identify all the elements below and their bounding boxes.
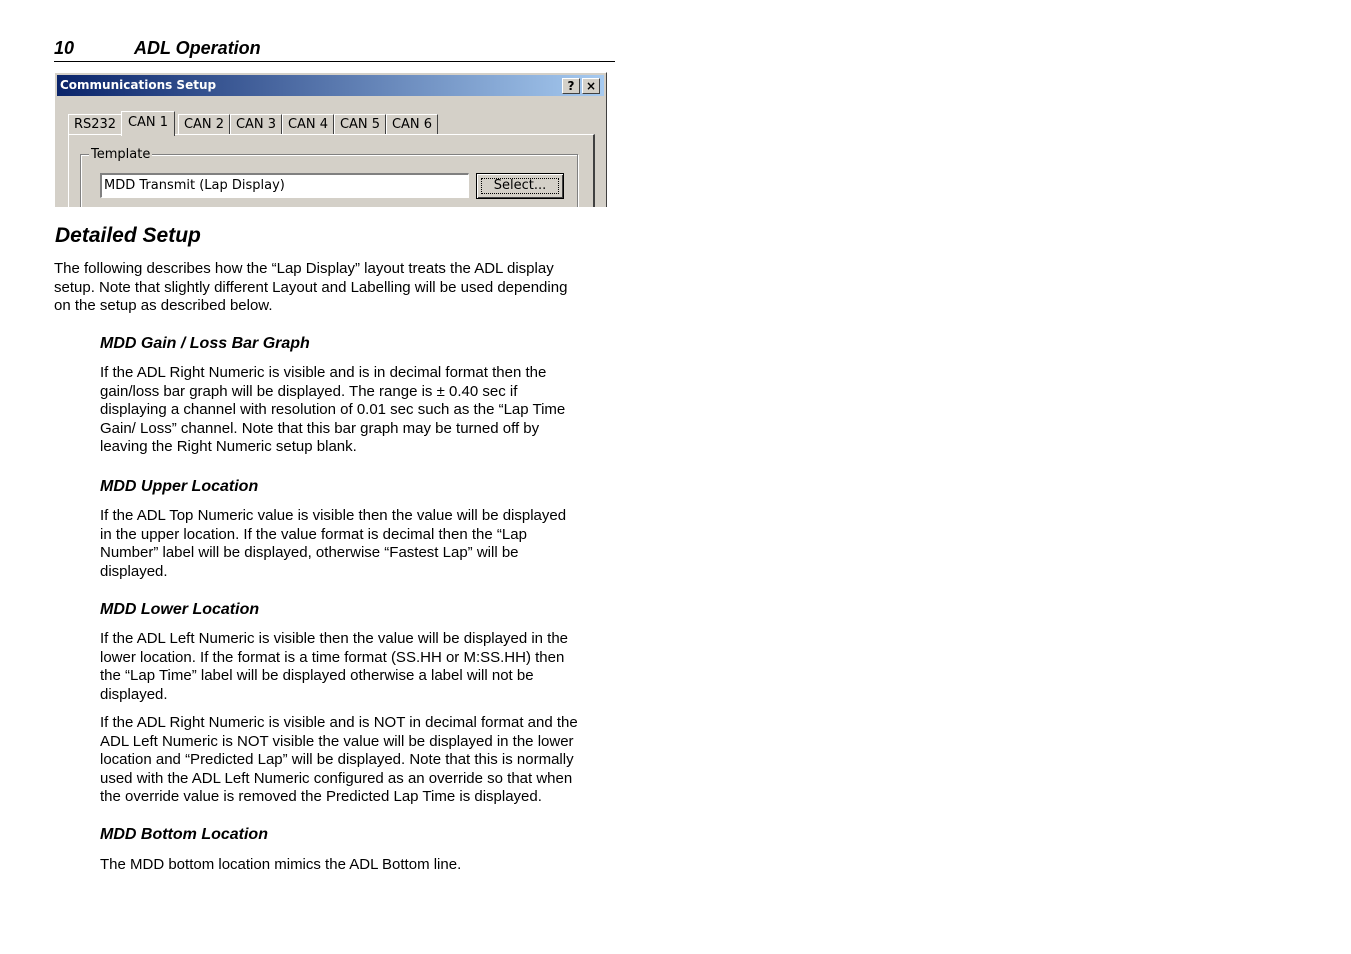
page-header xyxy=(54,38,615,62)
text-line: setup. Note that slightly different Layout and Labelling will be used depending xyxy=(54,278,568,296)
text-line: displayed. xyxy=(100,562,168,580)
text-line: If the ADL Left Numeric is visible then the value will be displayed in the xyxy=(100,630,569,647)
help-button[interactable]: ? xyxy=(562,78,580,94)
dialog-titlebar xyxy=(57,75,604,96)
text-line: lower location. If the format is a time format (SS.HH or M:SS.HH) then xyxy=(100,648,565,666)
tab-can3[interactable]: CAN 3 xyxy=(230,114,282,135)
dialog-title: Communications Setup xyxy=(60,78,217,92)
text-line: displayed. xyxy=(100,685,168,703)
communications-setup-dialog xyxy=(54,72,607,207)
subsection-title-gain-loss: MDD Gain / Loss Bar Graph xyxy=(100,335,310,352)
text-line: the override value is removed the Predicted Lap Time is displayed. xyxy=(100,788,542,806)
tab-can5[interactable]: CAN 5 xyxy=(334,114,386,135)
text-line: Gain/ Loss” channel. Note that this bar graph may be turned off by xyxy=(100,419,540,437)
tab-can2[interactable]: CAN 2 xyxy=(178,114,230,135)
tab-can6[interactable]: CAN 6 xyxy=(386,114,438,135)
text-line: The following describes how the “Lap Display” layout treats the ADL display xyxy=(54,260,554,277)
text-line: on the setup as described below. xyxy=(54,297,273,315)
chapter-title: ADL Operation xyxy=(134,38,261,58)
text-line: If the ADL Right Numeric is visible and is NOT in decimal format and the xyxy=(100,714,578,731)
text-line: The MDD bottom location mimics the ADL Bottom line. xyxy=(100,856,462,873)
tab-rs232[interactable]: RS232 xyxy=(68,114,122,135)
section-title: Detailed Setup xyxy=(55,224,201,247)
text-line: displaying a channel with resolution of 0.01 sec such as the “Lap Time xyxy=(100,401,566,419)
text-line: leaving the Right Numeric setup blank. xyxy=(100,438,357,456)
subsection-title-lower: MDD Lower Location xyxy=(100,601,260,618)
text-line: gain/loss bar graph will be displayed. The range is ± 0.40 sec if xyxy=(100,382,518,400)
text-line: in the upper location. If the value format is decimal then the “Lap xyxy=(100,525,527,543)
text-line: If the ADL Right Numeric is visible and is in decimal format then the xyxy=(100,364,547,381)
text-line: used with the ADL Left Numeric configured as an override so that when xyxy=(100,769,573,787)
text-line: Number” label will be displayed, otherwise “Fastest Lap” will be xyxy=(100,544,519,562)
paragraph-lower-2 xyxy=(100,714,578,807)
paragraph-lower-1 xyxy=(100,630,568,704)
text-line: location and “Predicted Lap” will be displayed. Note that this is normally xyxy=(100,751,574,769)
paragraph-gain-loss xyxy=(100,364,565,457)
page-number: 10 xyxy=(54,38,75,58)
close-button[interactable]: × xyxy=(582,78,600,94)
tab-can4[interactable]: CAN 4 xyxy=(282,114,334,135)
tab-can1[interactable]: CAN 1 xyxy=(121,111,175,136)
template-field[interactable]: MDD Transmit (Lap Display) xyxy=(100,173,469,198)
select-button-label: Select... xyxy=(493,178,547,193)
paragraph-bottom xyxy=(100,856,461,875)
template-group-label: Template xyxy=(91,147,151,162)
text-line: If the ADL Top Numeric value is visible then the value will be displayed xyxy=(100,507,567,524)
text-line: the “Lap Time” label will be displayed otherwise a label will not be xyxy=(100,667,534,685)
subsection-title-bottom: MDD Bottom Location xyxy=(100,826,268,843)
intro-paragraph xyxy=(54,260,567,316)
paragraph-upper xyxy=(100,507,566,581)
text-line: ADL Left Numeric is NOT visible the value will be displayed in the lower xyxy=(100,732,574,750)
subsection-title-upper: MDD Upper Location xyxy=(100,478,259,495)
tab-panel xyxy=(68,134,595,207)
